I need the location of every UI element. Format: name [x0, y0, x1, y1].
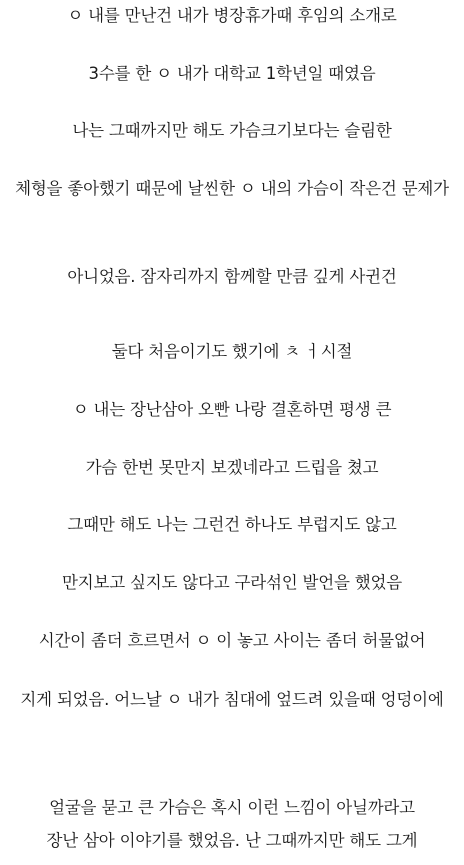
text-line-6: 둘다 처음이기도 했기에 ㅊ ㅓ시절 [111, 342, 353, 361]
text-line-12: 지게 되었음. 어느날 ㅇ 내가 침대에 엎드려 있을때 엉덩이에 [20, 690, 444, 709]
text-line-9: 그때만 해도 나는 그런건 하나도 부럽지도 않고 [67, 515, 397, 534]
text-line-11: 시간이 좀더 흐르면서 ㅇ 이 놓고 사이는 좀더 허물없어 [38, 631, 426, 650]
text-line-4: 체형을 좋아했기 때문에 날씬한 ㅇ 내의 가슴이 작은건 문제가 [15, 179, 449, 198]
text-line-14: 장난 삼아 이야기를 했었음. 난 그때까지만 해도 그게 [46, 831, 418, 850]
text-line-5: 아니었음. 잠자리까지 함께할 만큼 깊게 사귄건 [67, 267, 397, 286]
text-line-3: 나는 그때까지만 해도 가슴크기보다는 슬림한 [72, 121, 392, 140]
text-line-10: 만지보고 싶지도 않다고 구라섞인 발언을 했었음 [61, 573, 402, 592]
text-line-8: 가슴 한번 못만지 보겠네라고 드립을 쳤고 [85, 458, 379, 477]
text-line-7: ㅇ 내는 장난삼아 오빤 나랑 결혼하면 평생 큰 [72, 400, 392, 419]
text-line-1: ㅇ 내를 만난건 내가 병장휴가때 후임의 소개로 [67, 6, 397, 25]
text-line-2: 3수를 한 ㅇ 내가 대학교 1학년일 때였음 [88, 64, 376, 83]
text-line-13: 얼굴을 묻고 큰 가슴은 혹시 이런 느낌이 아닐까라고 [49, 798, 415, 817]
